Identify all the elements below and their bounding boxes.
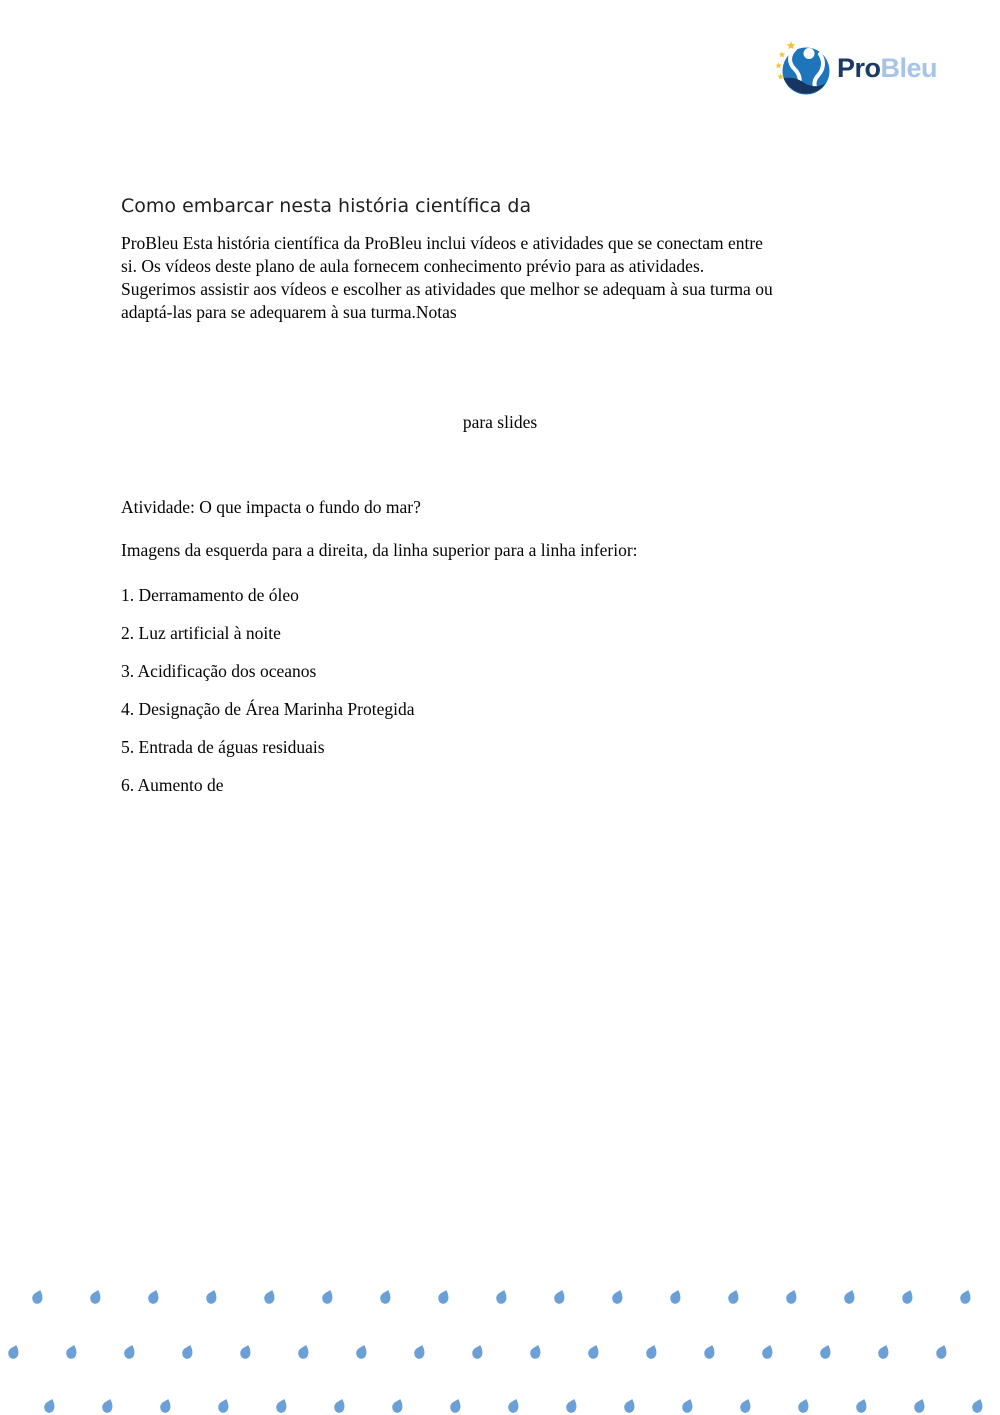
intro-line: si. Os vídeos deste plano de aula fornecem conhecimento prévio para as atividades. — [121, 256, 705, 276]
water-drop-icon — [182, 1345, 193, 1359]
water-drop-icon — [820, 1345, 831, 1359]
water-drop-icon — [914, 1399, 925, 1413]
water-drop-icon — [670, 1290, 681, 1304]
water-drop-icon — [798, 1399, 809, 1413]
water-drop-icon — [472, 1345, 483, 1359]
intro-line: adaptá-las para se adequarem à sua turma.Notas — [121, 302, 457, 322]
water-drop-icon — [704, 1345, 715, 1359]
water-drop-icon — [740, 1399, 751, 1413]
list-item: 3. Acidificação dos oceanos — [121, 661, 317, 681]
water-drop-icon — [496, 1290, 507, 1304]
water-drop-icon — [160, 1399, 171, 1413]
water-drop-icon — [66, 1345, 77, 1359]
water-drop-icon — [612, 1290, 623, 1304]
impact-list — [121, 584, 415, 812]
water-drop-icon — [646, 1345, 657, 1359]
water-drop-icon — [414, 1345, 425, 1359]
water-drop-icon — [786, 1290, 797, 1304]
water-drop-icon — [936, 1345, 947, 1359]
logo-text — [837, 53, 937, 84]
water-drop-icon — [508, 1399, 519, 1413]
logo-text-bleu: Bleu — [880, 52, 938, 83]
water-drop-icon — [124, 1345, 135, 1359]
images-caption: Imagens da esquerda para a direita, da linha superior para a linha inferior: — [121, 540, 638, 560]
water-drop-icon — [8, 1345, 19, 1359]
water-drop-icon — [392, 1399, 403, 1413]
water-drop-icon — [530, 1345, 541, 1359]
logo-text-pro: Pro — [837, 52, 881, 83]
intro-paragraph — [121, 232, 773, 324]
activity-title: Atividade: O que impacta o fundo do mar? — [121, 497, 421, 517]
probleu-logo — [774, 38, 937, 98]
intro-line: Sugerimos assistir aos vídeos e escolher as atividades que melhor se adequam à sua turma ou — [121, 279, 773, 299]
water-drop-icon — [206, 1290, 217, 1304]
list-item: 4. Designação de Área Marinha Protegida — [121, 699, 415, 719]
water-drop-icon — [902, 1290, 913, 1304]
water-drop-icon — [240, 1345, 251, 1359]
water-drop-icon — [44, 1399, 55, 1413]
water-drop-icon — [554, 1290, 565, 1304]
water-drop-icon — [298, 1345, 309, 1359]
water-drop-icon — [380, 1290, 391, 1304]
water-drop-icon — [322, 1290, 333, 1304]
water-drop-icon — [972, 1399, 983, 1413]
water-drop-icon — [356, 1345, 367, 1359]
slides-note: para slides — [462, 412, 538, 432]
probleu-globe-icon — [774, 38, 834, 98]
water-drop-icon — [148, 1290, 159, 1304]
water-drop-icon — [90, 1290, 101, 1304]
water-drop-icon — [450, 1399, 461, 1413]
water-drop-icon — [438, 1290, 449, 1304]
water-drop-icon — [844, 1290, 855, 1304]
water-drop-icon — [762, 1345, 773, 1359]
water-drop-icon — [856, 1399, 867, 1413]
water-drop-icon — [102, 1399, 113, 1413]
water-drop-icon — [588, 1345, 599, 1359]
water-drop-icon — [218, 1399, 229, 1413]
section-heading: Como embarcar nesta história científica da — [121, 195, 532, 217]
water-drop-icon — [264, 1290, 275, 1304]
water-drop-icon — [32, 1290, 43, 1304]
list-item: 2. Luz artificial à noite — [121, 623, 281, 643]
list-item: 1. Derramamento de óleo — [121, 585, 299, 605]
water-drop-icon — [682, 1399, 693, 1413]
globe-swirl — [783, 48, 830, 95]
water-drop-icon — [566, 1399, 577, 1413]
water-drop-icon — [728, 1290, 739, 1304]
water-drop-icon — [624, 1399, 635, 1413]
list-item: 6. Aumento de — [121, 775, 224, 795]
water-drop-icon — [878, 1345, 889, 1359]
water-drop-icon — [960, 1290, 971, 1304]
list-item: 5. Entrada de águas residuais — [121, 737, 325, 757]
intro-line: ProBleu Esta história científica da ProBleu inclui vídeos e atividades que se conectam entre — [121, 233, 763, 253]
water-drop-icon — [276, 1399, 287, 1413]
water-drop-icon — [334, 1399, 345, 1413]
